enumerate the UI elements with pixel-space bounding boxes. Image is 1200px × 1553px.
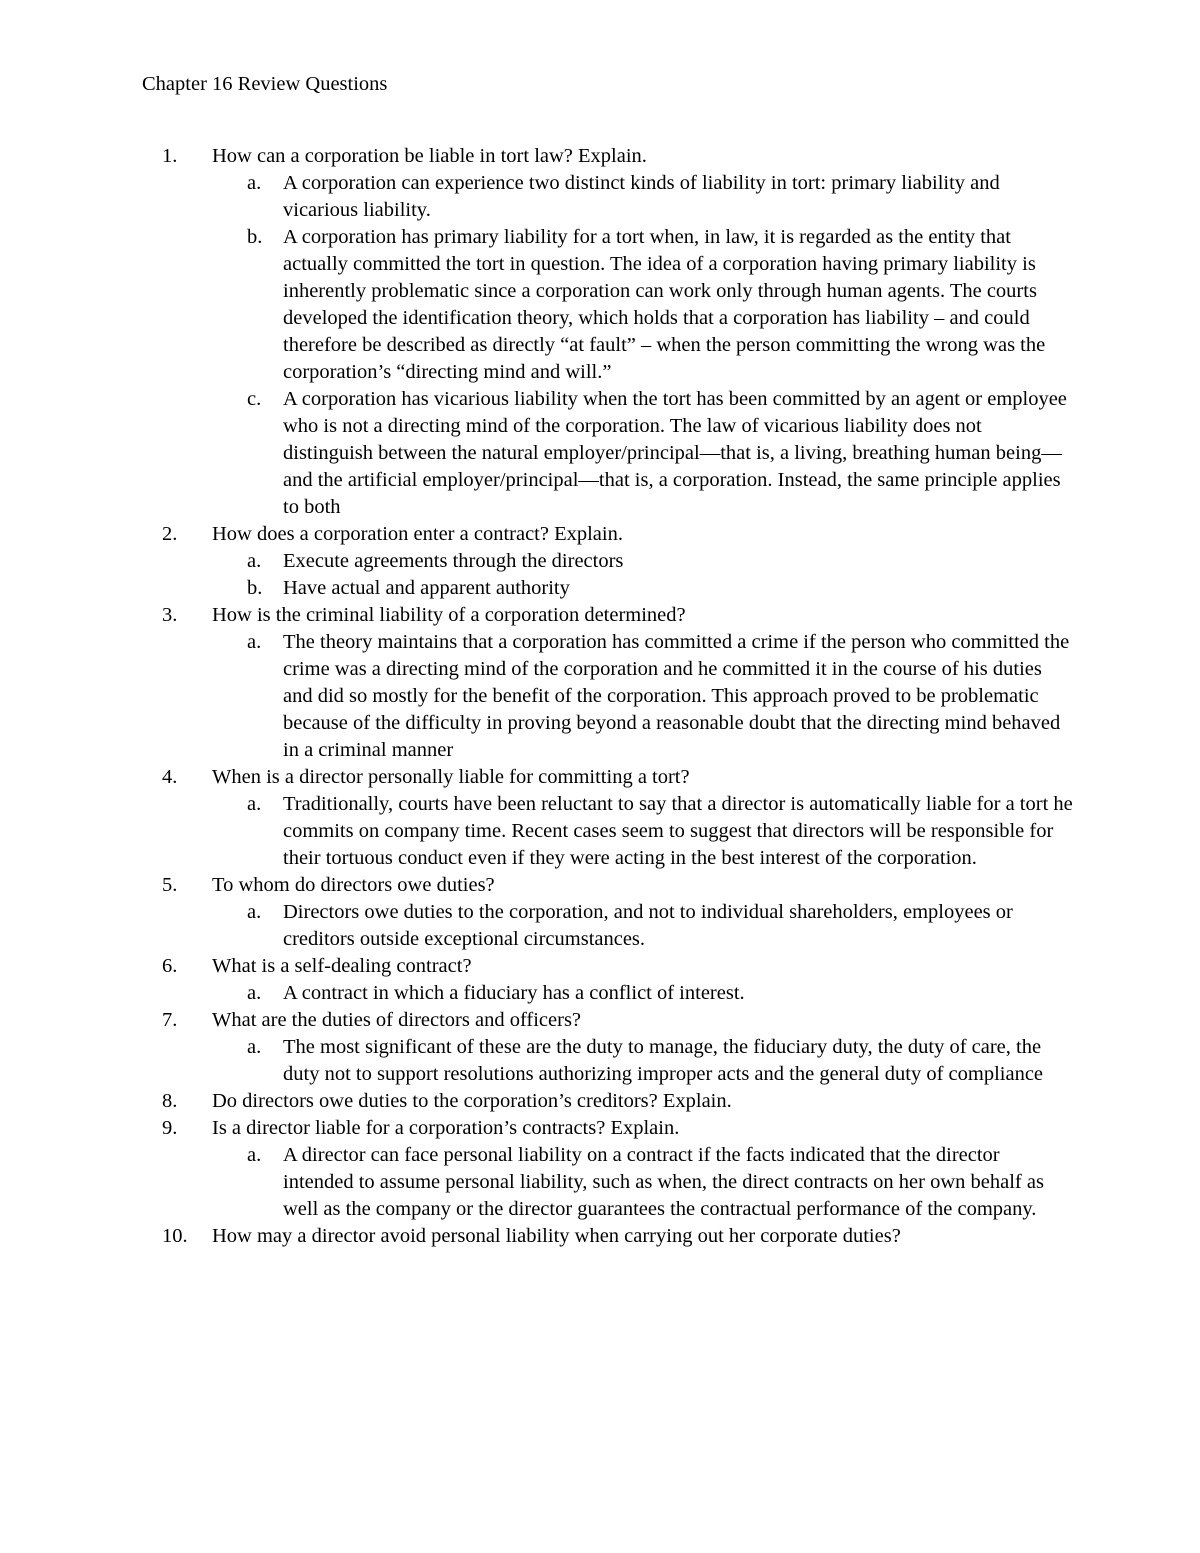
answer-letter: b.: [247, 226, 263, 248]
question-text: What are the duties of directors and officers?: [212, 1009, 582, 1031]
question-number: 7.: [162, 1009, 178, 1031]
answer-list: [212, 1034, 1072, 1088]
question-item: [0, 872, 1072, 953]
answer-item: [212, 386, 1073, 521]
question-item: [0, 521, 1072, 602]
answer-text: A director can face personal liability on a contract if the facts indicated that the director intended to assume personal liability, such as when, the direct contracts on her own behalf as well as the company or the director guarantees the contractual performance of the company.: [283, 1144, 1044, 1220]
question-number: 5.: [162, 874, 178, 896]
question-number: 3.: [162, 604, 178, 626]
question-text: How does a corporation enter a contract? Explain.: [212, 523, 623, 545]
question-item: [0, 602, 1072, 764]
answer-letter: a.: [247, 631, 262, 653]
answer-item: [212, 980, 1073, 1007]
answer-text: A corporation can experience two distinct kinds of liability in tort: primary liability and vicarious liability.: [283, 172, 1000, 221]
question-item: [0, 764, 1072, 872]
answer-letter: a.: [247, 1144, 262, 1166]
question-text: What is a self-dealing contract?: [212, 955, 472, 977]
question-text: To whom do directors owe duties?: [212, 874, 495, 896]
answer-item: [212, 224, 1073, 386]
answer-list: [212, 899, 1072, 953]
question-text: When is a director personally liable for committing a tort?: [212, 766, 690, 788]
answer-text: Have actual and apparent authority: [283, 577, 570, 599]
answer-item: [212, 1142, 1073, 1223]
answer-text: The most significant of these are the duty to manage, the fiduciary duty, the duty of care, the duty not to support resolutions authorizing improper acts and the general duty of compliance: [283, 1036, 1044, 1085]
answer-text: Directors owe duties to the corporation, and not to individual shareholders, employees or creditors outside exceptional circumstances.: [283, 901, 1013, 950]
answer-list: [212, 629, 1072, 764]
question-item: [0, 1088, 1072, 1115]
answer-list: [212, 170, 1072, 521]
answer-text: The theory maintains that a corporation has committed a crime if the person who committed the crime was a directing mind of the corporation and he committed it in the course of his duties and did so mostly for the benefit of the corporation. This approach proved to be problematic because of the difficulty in proving beyond a reasonable doubt that the directing mind behaved in a criminal manner: [283, 631, 1070, 761]
answer-text: A corporation has vicarious liability when the tort has been committed by an agent or employee who is not a directing mind of the corporation. The law of vicarious liability does not distinguish between the natural employer/principal—that is, a living, breathing human being—and the artificial employer/principal—that is, a corporation. Instead, the same principle applies to both: [283, 388, 1067, 518]
question-list: [0, 143, 1200, 1250]
answer-text: A contract in which a fiduciary has a conflict of interest.: [283, 982, 745, 1004]
answer-item: [212, 899, 1073, 953]
question-item: [0, 1223, 1072, 1250]
question-text: How can a corporation be liable in tort law? Explain.: [212, 145, 647, 167]
answer-letter: a.: [247, 982, 262, 1004]
page-title: Chapter 16 Review Questions: [142, 73, 388, 95]
question-number: 1.: [162, 145, 178, 167]
question-text: How may a director avoid personal liability when carrying out her corporate duties?: [212, 1225, 901, 1247]
answer-letter: a.: [247, 793, 262, 815]
answer-text: Execute agreements through the directors: [283, 550, 624, 572]
answer-letter: a.: [247, 550, 262, 572]
answer-letter: a.: [247, 172, 262, 194]
answer-item: [212, 1034, 1073, 1088]
answer-letter: a.: [247, 901, 262, 923]
question-text: Do directors owe duties to the corporation’s creditors? Explain.: [212, 1090, 732, 1112]
answer-text: A corporation has primary liability for a tort when, in law, it is regarded as the entity that actually committed the tort in question. The idea of a corporation having primary liability is inherently problematic since a corporation can work only through human agents. The courts developed the identification theory, which holds that a corporation has liability – and could therefore be described as directly “at fault” – when the person committing the wrong was the corporation’s “directing mind and will.”: [283, 226, 1046, 383]
question-item: [0, 1115, 1072, 1223]
question-item: [0, 1007, 1072, 1088]
question-text: How is the criminal liability of a corporation determined?: [212, 604, 686, 626]
question-number: 9.: [162, 1117, 178, 1139]
answer-item: [212, 548, 1073, 575]
answer-list: [212, 980, 1072, 1007]
answer-item: [212, 575, 1073, 602]
answer-list: [212, 1142, 1072, 1223]
question-number: 10.: [162, 1225, 188, 1247]
answer-letter: c.: [247, 388, 262, 410]
answer-item: [212, 629, 1073, 764]
answer-list: [212, 548, 1072, 602]
answer-item: [212, 170, 1073, 224]
question-number: 8.: [162, 1090, 178, 1112]
question-item: [0, 953, 1072, 1007]
question-text: Is a director liable for a corporation’s contracts? Explain.: [212, 1117, 680, 1139]
question-number: 4.: [162, 766, 178, 788]
question-number: 6.: [162, 955, 178, 977]
answer-text: Traditionally, courts have been reluctant to say that a director is automatically liable for a tort he commits on company time. Recent cases seem to suggest that directors will be responsible for their tortuous conduct even if they were acting in the best interest of the corporation.: [283, 793, 1073, 869]
answer-letter: b.: [247, 577, 263, 599]
answer-item: [212, 791, 1073, 872]
answer-letter: a.: [247, 1036, 262, 1058]
question-number: 2.: [162, 523, 178, 545]
answer-list: [212, 791, 1072, 872]
question-item: [0, 143, 1072, 521]
